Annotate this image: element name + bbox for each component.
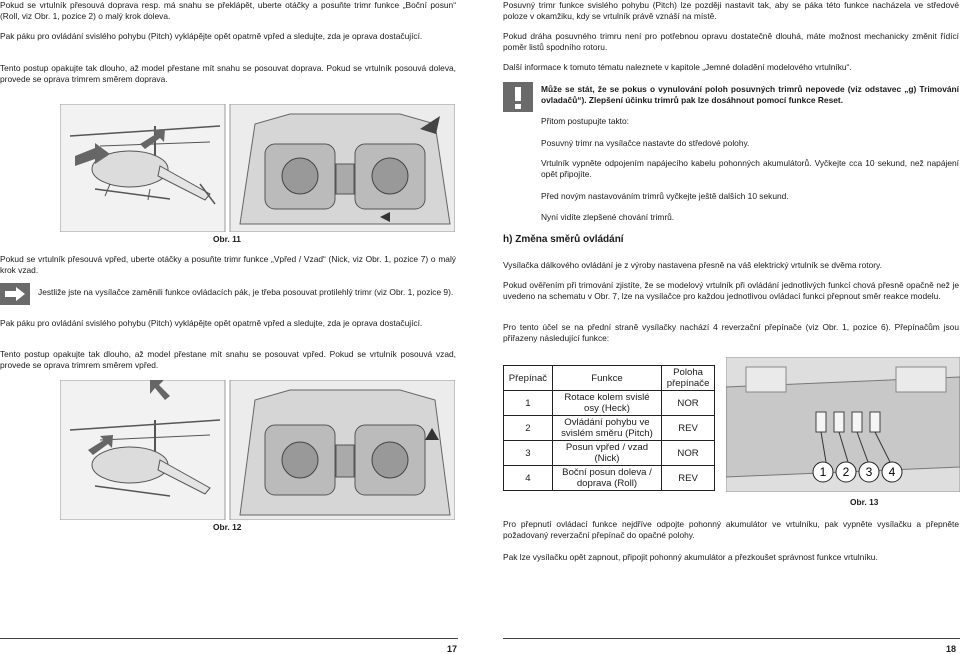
figure-13-illustration [726, 357, 960, 492]
figure-12-caption: Obr. 12 [213, 522, 242, 532]
switch-label-1: 1 [819, 465, 827, 479]
steps-intro: Přitom postupujte takto: [541, 116, 629, 126]
step-1: Posuvný trimr na vysílačce nastavte do středové polohy. [541, 138, 750, 148]
right-paragraph-8: Pak lze vysílačku opět zapnout, připojit pohonný akumulátor a přezkoušet správnost funkce vrtulníku. [503, 552, 878, 562]
table-row [504, 466, 715, 491]
table-header-cell: Funkce [552, 366, 661, 391]
section-heading-h: h) Změna směrů ovládání [503, 234, 624, 245]
table-cell: 4 [504, 466, 553, 491]
right-paragraph-3: Další informace k tomuto tématu naleznete v kapitole „Jemné doladění modelového vrtulníku“. [503, 62, 852, 72]
table-cell: 3 [504, 441, 553, 466]
table-cell: Posun vpřed / vzad (Nick) [552, 441, 661, 466]
table-row [504, 441, 715, 466]
table-header-cell: Přepínač [504, 366, 553, 391]
left-paragraph-6: Tento postup opakujte tak dlouho, až model přestane mít snahu se posouvat vpřed. Pokud se vrtulník posouvá vzad, provede se oprava trimrem směrem vpřed. [0, 349, 456, 371]
left-paragraph-5: Pak páku pro ovládání svislého pohybu (Pitch) vyklápějte opět opatrně vpřed a sledujte, zda je oprava dostačující. [0, 318, 423, 328]
table-cell: Boční posun doleva / doprava (Roll) [552, 466, 661, 491]
note-arrow-icon [0, 283, 30, 305]
left-paragraph-1: Pokud se vrtulník přesouvá doprava resp. má snahu se překlápět, uberte otáčky a posuňte trimr funkce „Boční posun“ (Roll, viz Obr. 1, pozice 2) o malý krok doleva. [0, 0, 456, 22]
left-paragraph-2: Pak páku pro ovládání svislého pohybu (Pitch) vyklápějte opět opatrně vpřed a sledujte, zda je oprava dostačující. [0, 31, 423, 41]
right-paragraph-1: Posuvný trimr funkce svislého pohybu (Pitch) lze později nastavit tak, aby se páka této funkce nacházela ve středové poloze v okamžiku, kdy se vrtulník právě vznáší na místě. [503, 0, 959, 22]
table-row [504, 416, 715, 441]
step-4: Nyní vidíte zlepšené chování trimrů. [541, 212, 675, 222]
figure-11-caption: Obr. 11 [213, 234, 241, 244]
table-cell: REV [662, 416, 715, 441]
transmitter-drawing [240, 390, 450, 515]
table-cell: Ovládání pohybu ve svislém směru (Pitch) [552, 416, 661, 441]
transmitter-drawing [240, 114, 450, 232]
table-header-row [504, 366, 715, 391]
right-paragraph-4: Vysílačka dálkového ovládání je z výroby nastavena přesně na váš elektrický vrtulník se dvěma rotory. [503, 260, 882, 270]
left-paragraph-3: Tento postup opakujte tak dlouho, až model přestane mít snahu se posouvat doprava. Pokud se vrtulník posouvá doleva, provede se oprava trimrem směrem doprava. [0, 63, 456, 85]
page-number-left: 17 [447, 644, 458, 654]
left-paragraph-4: Pokud se vrtulník přesouvá vpřed, uberte otáčky a posuňte trimr funkce „Vpřed / Vzad“ (Nick, viz Obr. 1, pozice 7) o malý krok vzad. [0, 254, 456, 276]
table-cell: NOR [662, 441, 715, 466]
table-cell: REV [662, 466, 715, 491]
footer-divider [503, 638, 960, 639]
reverse-switch-table [503, 365, 715, 491]
figure-11-illustration [60, 104, 455, 232]
warning-text: Může se stát, že se pokus o vynulování poloh posuvných trimrů nepovede (viz odstavec „g) Trimování ovladačů“). Zlepšení účinku trimrů pak lze dosáhnout pomocí funkce Reset. [541, 84, 959, 106]
figure-12-illustration [60, 380, 455, 520]
step-2: Vrtulník vypněte odpojením napájecího kabelu pohonných akumulátorů. Vyčkejte cca 10 sekund, než napájení opět připojíte. [541, 158, 959, 180]
table-header-cell: Poloha přepínače [662, 366, 715, 391]
table-cell: NOR [662, 391, 715, 416]
switch-label-4: 4 [888, 465, 896, 479]
step-3: Před novým nastavováním trimrů vyčkejte ještě dalších 10 sekund. [541, 191, 789, 201]
switch-label-3: 3 [865, 465, 873, 479]
table-row [504, 391, 715, 416]
warning-icon [503, 82, 533, 112]
switch-label-2: 2 [842, 465, 850, 479]
right-paragraph-7: Pro přepnutí ovládací funkce nejdříve odpojte pohonný akumulátor ve vrtulníku, pak vypněte vysílačku a přepněte požadovaný reverzační přepínač do opačné polohy. [503, 519, 959, 541]
figure-13-caption: Obr. 13 [850, 497, 879, 507]
table-cell: Rotace kolem svislé osy (Heck) [552, 391, 661, 416]
right-paragraph-6: Pro tento účel se na přední straně vysílačky nachází 4 reverzační přepínače (viz Obr. 1, pozice 6). Přepínačům jsou přiřazeny následující funkce: [503, 322, 959, 344]
table-cell: 2 [504, 416, 553, 441]
page-number-right: 18 [946, 644, 957, 654]
right-paragraph-5: Pokud ověřením při trimování zjistíte, že se modelový vrtulník při ovládání jednotlivých funkcí chová přesně opačně než je uvedeno na schematu v Obr. 7, lze na vysílačce pro každou jednotlivou ovládací funkci přepnout směr reakce modelu. [503, 280, 959, 302]
footer-divider [0, 638, 458, 639]
note-text: Jestliže jste na vysílačce zaměnili funkce ovládacích pák, je třeba posouvat protilehlý trimr (viz Obr. 1, pozice 9). [38, 287, 454, 297]
table-cell: 1 [504, 391, 553, 416]
right-paragraph-2: Pokud dráha posuvného trimru není pro potřebnou opravu dostatečně dlouhá, máte možnost mechanicky změnit řídící poměr listů spodního rotoru. [503, 31, 959, 53]
